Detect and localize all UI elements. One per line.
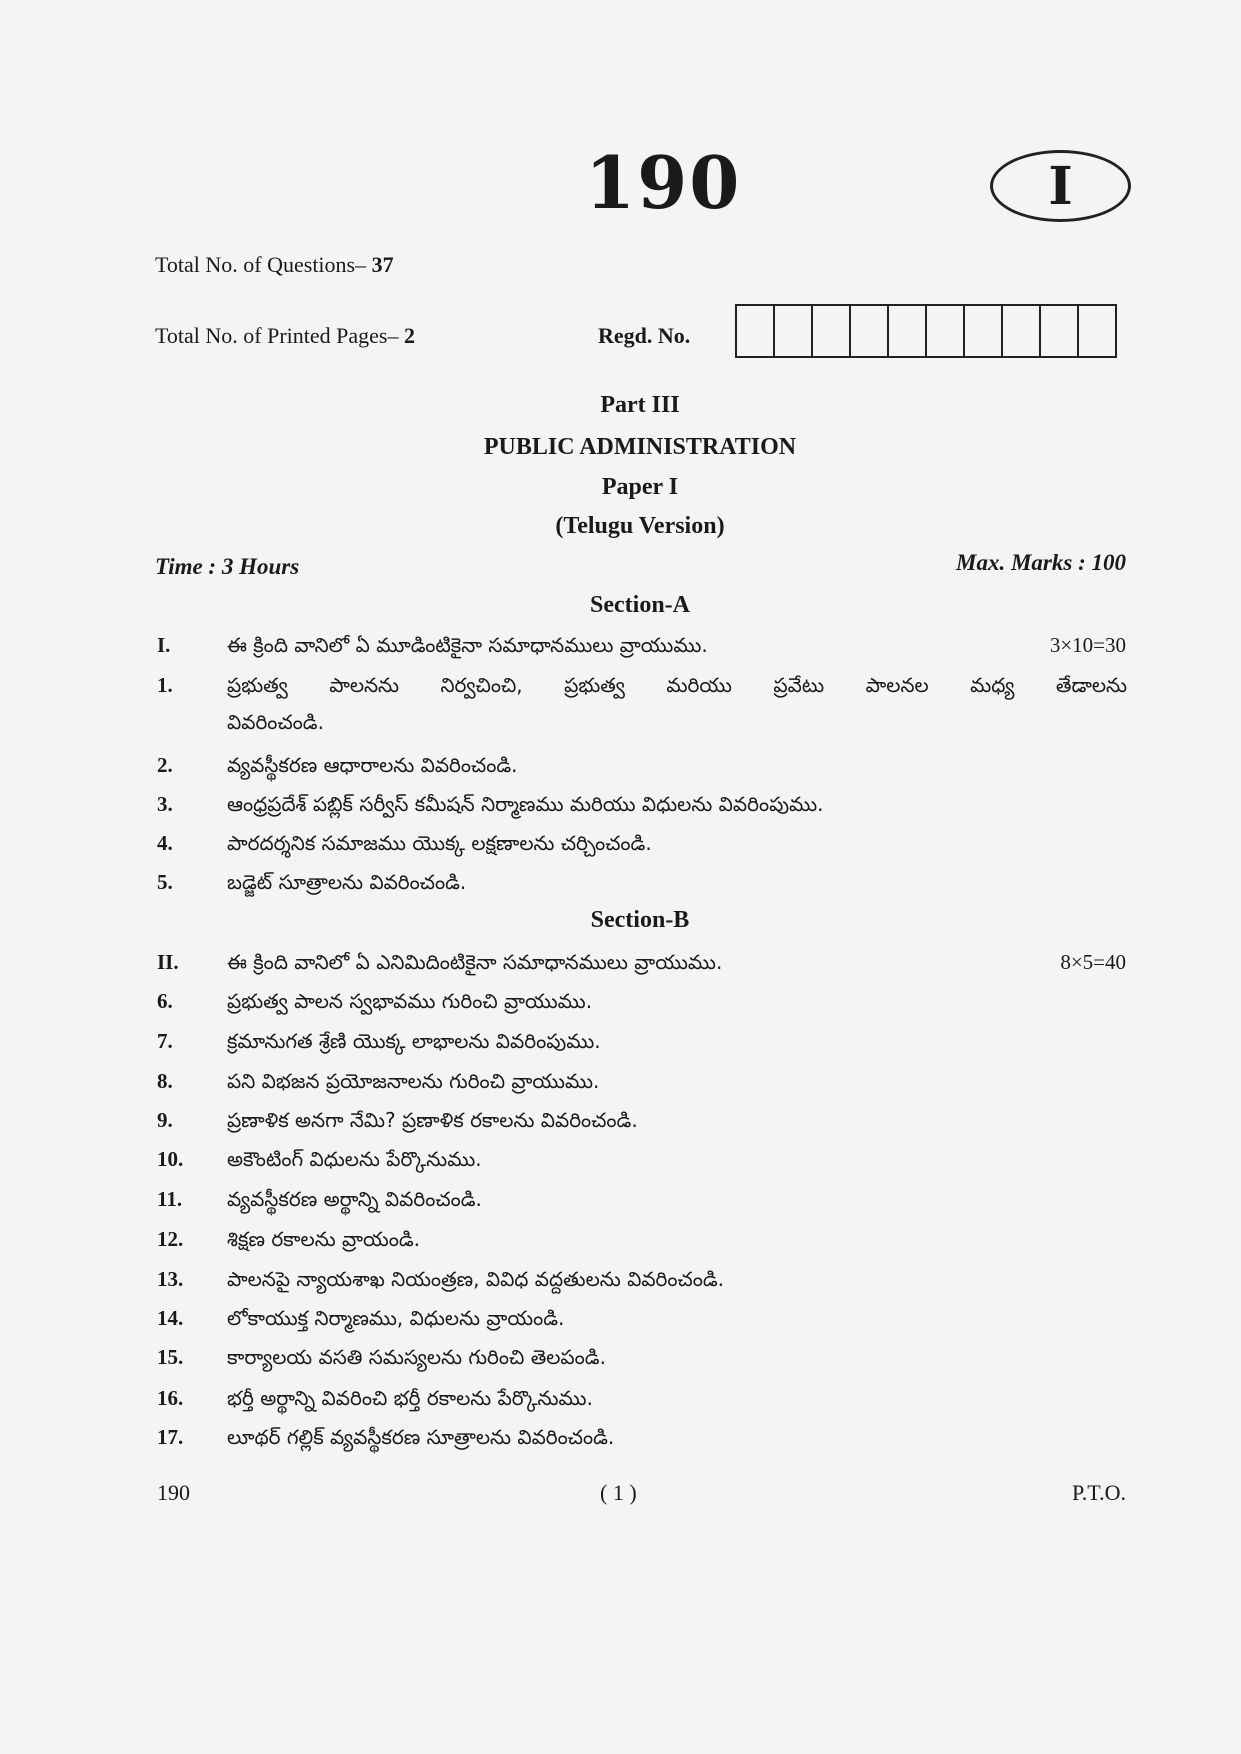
paper-code: 190: [585, 140, 742, 225]
question-text: పని విభజన ప్రయోజనాలను గురించి వ్రాయుము.: [227, 1069, 600, 1093]
question-text: వ్యవస్థీకరణ ఆధారాలను వివరించండి.: [227, 753, 518, 777]
question-number: 14.: [157, 1306, 184, 1330]
question-text: ఆంధ్రప్రదేశ్ పబ్లిక్ సర్వీస్ కమీషన్ నిర్మాణము మరియు విధులను వివరింపుము.: [227, 792, 824, 816]
section-b-instruction-number: II.: [157, 950, 179, 974]
regd-digit-box[interactable]: [737, 306, 775, 356]
question-text: పాలనపై న్యాయశాఖ నియంత్రణ, వివిధ వద్దతులను వివరించండి.: [227, 1267, 725, 1291]
section-a-heading: Section-A: [590, 592, 690, 618]
question-text-continuation: వివరించండి.: [227, 710, 324, 734]
question-number: 1.: [157, 673, 173, 697]
regd-digit-box[interactable]: [927, 306, 965, 356]
pto-label: P.T.O.: [1072, 1480, 1126, 1505]
section-a-marks: 3×10=30: [1049, 633, 1126, 657]
question-text: ప్రభుత్వ పాలనను నిర్వచించి, ప్రభుత్వ మరియు ప్రవేటు పాలనల మధ్య తేడాలను: [227, 673, 1127, 697]
regd-digit-box[interactable]: [1079, 306, 1115, 356]
section-b-instruction: ఈ క్రింది వానిలో ఏ ఎనిమిదింటికైనా సమాధానములు వ్రాయుము.: [227, 950, 723, 974]
question-number: 16.: [157, 1386, 184, 1410]
question-text: బడ్జెట్ సూత్రాలను వివరించండి.: [227, 870, 467, 894]
question-number: 7.: [157, 1029, 173, 1053]
regd-digit-box[interactable]: [775, 306, 813, 356]
max-marks-label: Max. Marks : 100: [956, 550, 1126, 575]
section-a-instruction: ఈ క్రింది వానిలో ఏ మూడింటికైనా సమాధానములు వ్రాయుము.: [227, 633, 708, 657]
question-number: 5.: [157, 870, 173, 894]
total-questions: [155, 252, 394, 278]
question-text: అకౌంటింగ్ విధులను పేర్కొనుము.: [227, 1147, 482, 1171]
question-text: పారదర్శనిక సమాజము యొక్క లక్షణాలను చర్చించండి.: [227, 831, 652, 855]
question-number: 8.: [157, 1069, 173, 1093]
paper-title: Paper I: [601, 474, 679, 500]
version-code-badge: [990, 150, 1131, 222]
question-number: 6.: [157, 989, 173, 1013]
question-text: ప్రభుత్వ పాలన స్వభావము గురించి వ్రాయుము.: [227, 989, 593, 1013]
question-number: 13.: [157, 1267, 184, 1291]
question-text: లూథర్ గల్లిక్ వ్యవస్థీకరణ సూత్రాలను వివరించండి.: [227, 1425, 615, 1449]
version-title: (Telugu Version): [555, 513, 725, 539]
total-pages-value: 2: [403, 323, 415, 348]
question-number: 11.: [157, 1187, 183, 1211]
question-number: 15.: [157, 1345, 184, 1369]
part-title: Part III: [600, 392, 680, 418]
question-number: 17.: [157, 1425, 184, 1449]
question-text: శిక్షణ రకాలను వ్రాయండి.: [227, 1227, 420, 1251]
question-text: క్రమానుగత శ్రేణి యొక్క లాభాలను వివరింపుము.: [227, 1029, 601, 1053]
regd-digit-box[interactable]: [1041, 306, 1079, 356]
question-text: భర్తీ అర్థాన్ని వివరించి భర్తీ రకాలను పేర్కొనుము.: [227, 1386, 593, 1410]
question-number: 12.: [157, 1227, 184, 1251]
total-pages-label: Total No. of Printed Pages–: [155, 323, 399, 348]
total-questions-label: Total No. of Questions–: [155, 252, 367, 277]
footer-paper-code: 190: [157, 1480, 190, 1505]
question-number: 4.: [157, 831, 173, 855]
question-number: 9.: [157, 1108, 173, 1132]
section-b-marks: 8×5=40: [1060, 950, 1126, 974]
question-text: కార్యాలయ వసతి సమస్యలను గురించి తెలపండి.: [227, 1345, 606, 1369]
question-text: ప్రణాళిక అనగా నేమి? ప్రణాళిక రకాలను వివరించండి.: [227, 1108, 638, 1132]
time-label: Time : 3 Hours: [155, 554, 300, 579]
total-questions-value: 37: [371, 252, 394, 277]
page-number: ( 1 ): [600, 1480, 637, 1505]
section-b-heading: Section-B: [590, 907, 690, 933]
version-code: I: [1048, 155, 1073, 217]
question-text: వ్యవస్థీకరణ అర్థాన్ని వివరించండి.: [227, 1187, 482, 1211]
regd-label: Regd. No.: [598, 323, 691, 348]
regd-number-boxes[interactable]: [735, 304, 1117, 358]
regd-digit-box[interactable]: [1003, 306, 1041, 356]
regd-digit-box[interactable]: [889, 306, 927, 356]
regd-digit-box[interactable]: [851, 306, 889, 356]
regd-digit-box[interactable]: [813, 306, 851, 356]
question-number: 10.: [157, 1147, 184, 1171]
subject-title: PUBLIC ADMINISTRATION: [483, 434, 797, 460]
total-pages: [155, 323, 415, 349]
section-a-instruction-number: I.: [157, 633, 171, 657]
question-number: 3.: [157, 792, 173, 816]
regd-digit-box[interactable]: [965, 306, 1003, 356]
question-text: లోకాయుక్త నిర్మాణము, విధులను వ్రాయండి.: [227, 1306, 565, 1330]
question-number: 2.: [157, 753, 173, 777]
